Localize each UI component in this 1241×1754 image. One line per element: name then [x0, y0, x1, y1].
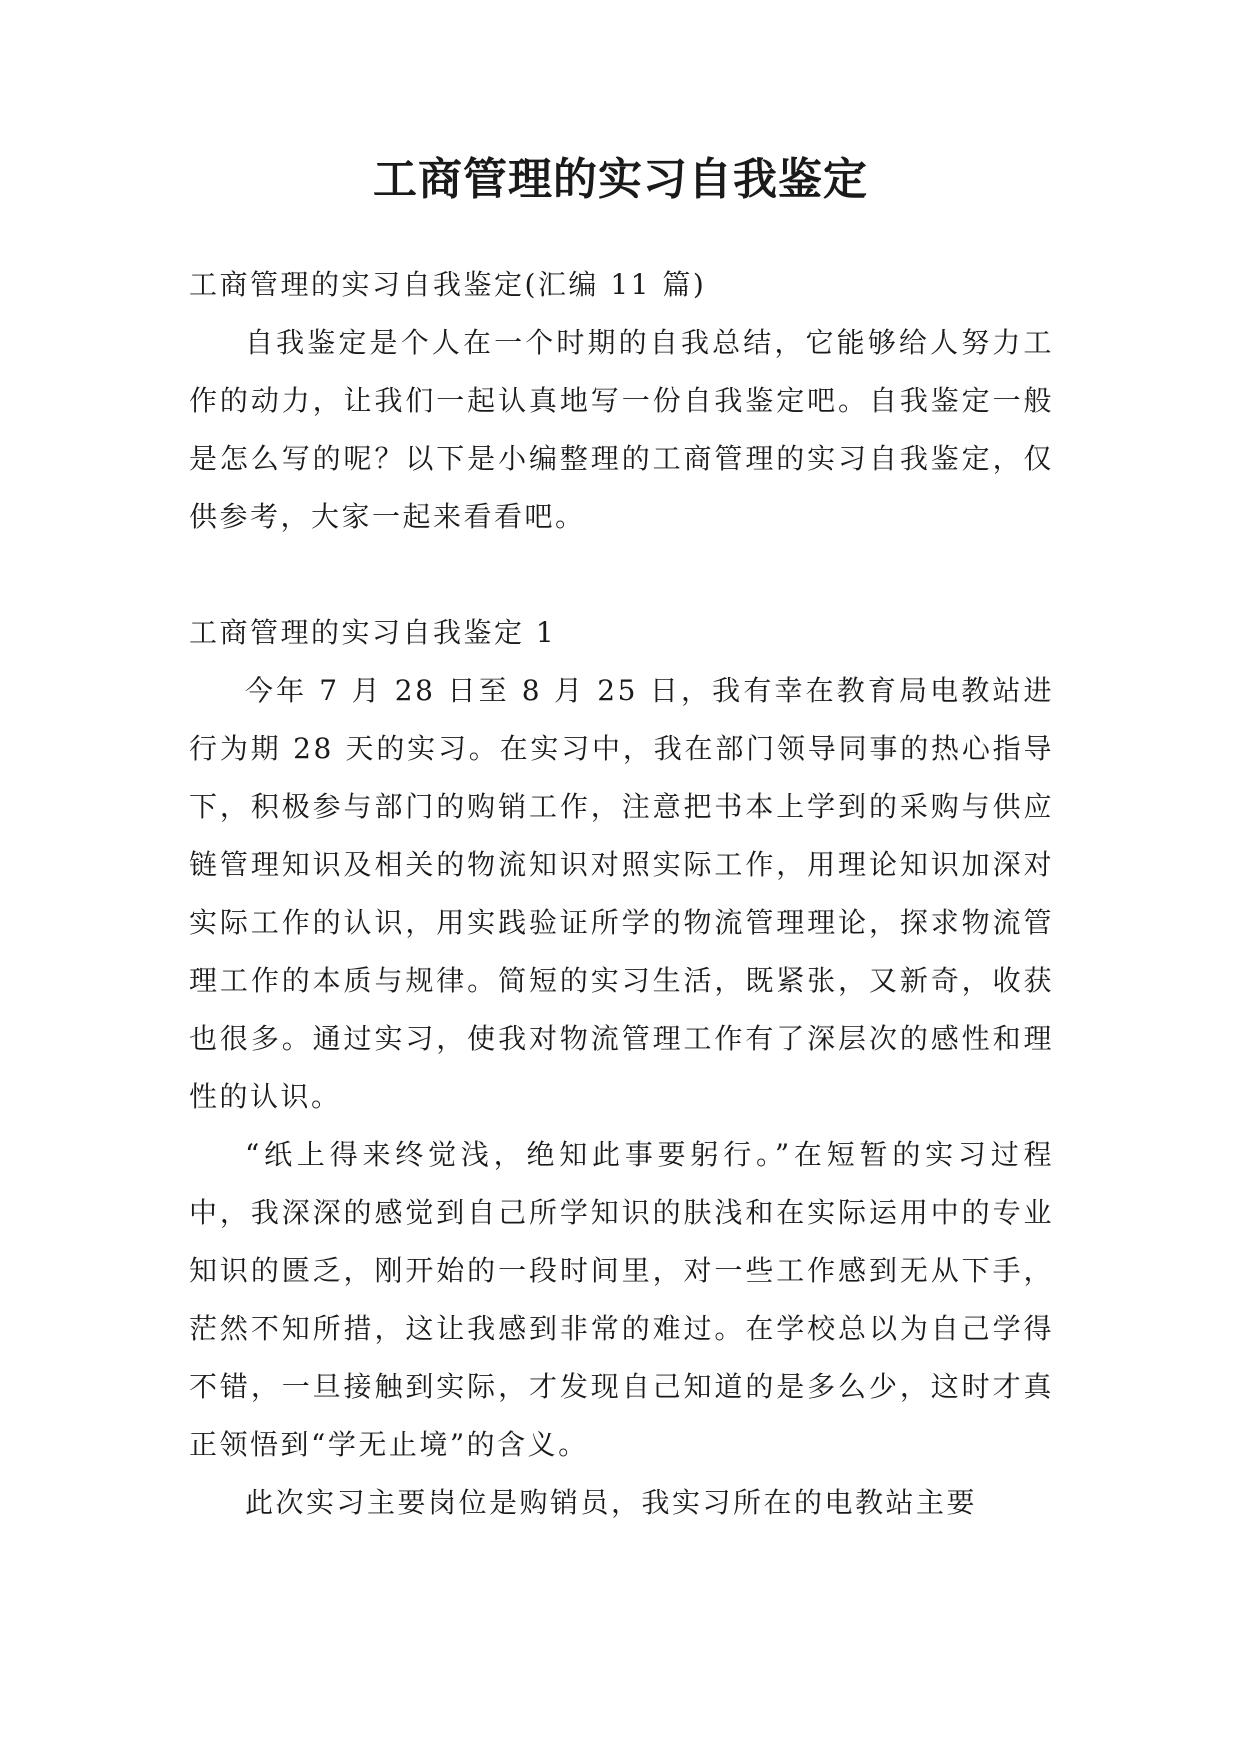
document-body	[189, 256, 1054, 1532]
document-subtitle: 工商管理的实习自我鉴定(汇编 11 篇)	[189, 268, 707, 301]
section-heading: 工商管理的实习自我鉴定 1	[189, 616, 557, 649]
body-paragraph: “纸上得来终觉浅，绝知此事要躬行。”在短暂的实习过程中，我深深的感觉到自己所学知识的肤浅和在实际运用中的专业知识的匮乏，刚开始的一段时间里，对一些工作感到无从下手，茫然不知所措，这让我感到非常的难过。在学校总以为自己学得不错，一旦接触到实际，才发现自己知道的是多么少，这时才真正领悟到“学无止境”的含义。	[189, 1138, 1054, 1461]
document-title: 工商管理的实习自我鉴定	[373, 154, 868, 205]
body-paragraph: 今年 7 月 28 日至 8 月 25 日，我有幸在教育局电教站进行为期 28 天的实习。在实习中，我在部门领导同事的热心指导下，积极参与部门的购销工作，注意把书本上学到的采购与供应链管理知识及相关的物流知识对照实际工作，用理论知识加深对实际工作的认识，用实践验证所学的物流管理理论，探求物流管理工作的本质与规律。简短的实习生活，既紧张，又新奇，收获也很多。通过实习，使我对物流管理工作有了深层次的感性和理性的认识。	[189, 674, 1054, 1113]
body-paragraph: 此次实习主要岗位是购销员，我实习所在的电教站主要	[245, 1486, 978, 1519]
intro-paragraph: 自我鉴定是个人在一个时期的自我总结，它能够给人努力工作的动力，让我们一起认真地写一份自我鉴定吧。自我鉴定一般是怎么写的呢？以下是小编整理的工商管理的实习自我鉴定，仅供参考，大家一起来看看吧。	[189, 326, 1054, 533]
